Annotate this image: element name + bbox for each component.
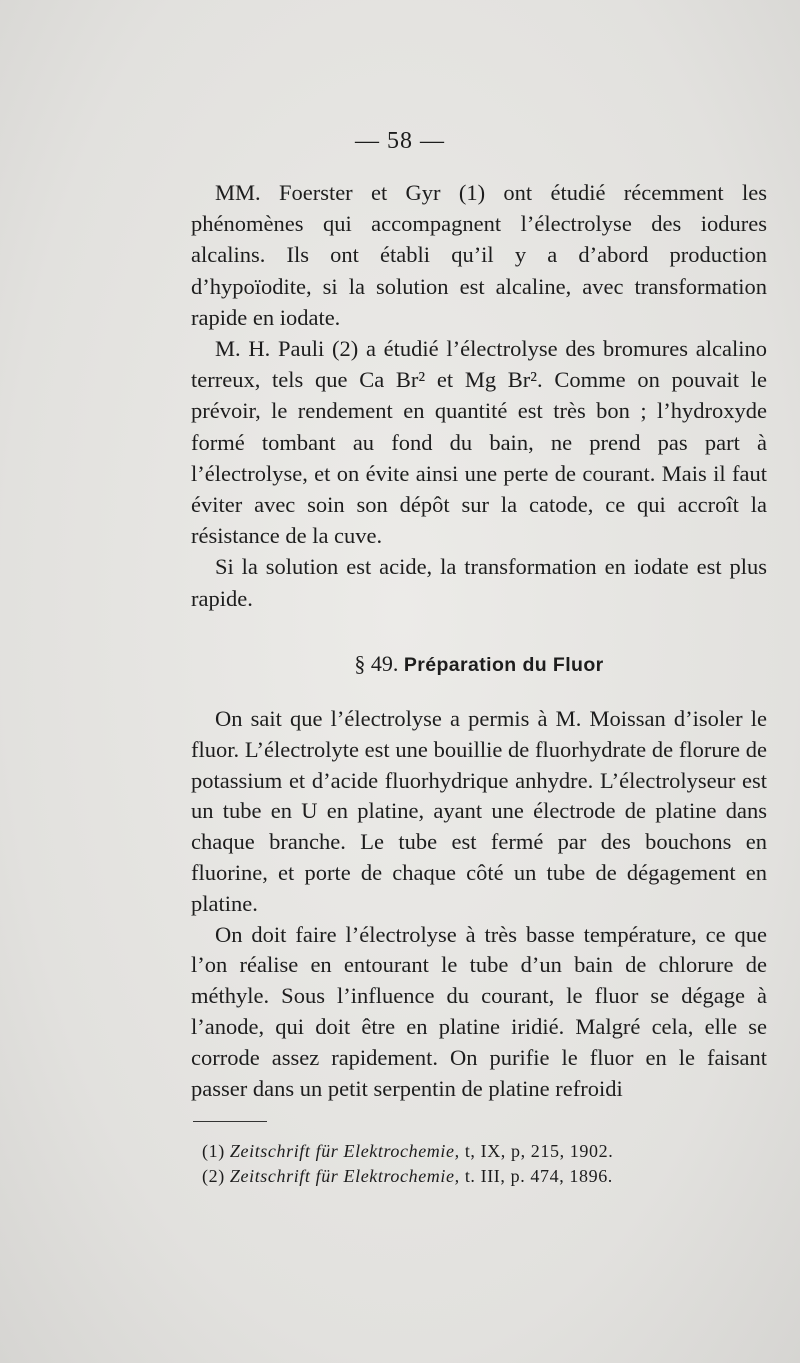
footnote-separator: [193, 1121, 267, 1122]
paragraph-moissan: On sait que l’électrolyse a permis à M. Moissan d’isoler le fluor. L’électrolyte est une bouillie de fluorhydrate de florure de potassium et d’acide fluorhydrique anhydre. L’électrolyseur est un tube en U en platine, ayant une électrode de platine dans chaque branche. Le tube est fermé par des bouchons en fluorine, et porte de chaque côté un tube de dégagement en platine.: [191, 706, 767, 916]
body-text-fluor: [191, 704, 767, 1104]
section-title: Préparation du Fluor: [403, 654, 604, 676]
paragraph-foerster-gyr: MM. Foerster et Gyr (1) ont étudié récemment les phénomènes qui accompagnent l’électrolyse des iodures alcalins. Ils ont établi qu’il y a d’abord production d’hypoïodite, si la solution est alcaline, avec transformation rapide en iodate.: [191, 180, 767, 330]
footnote-reference: t. III, p. 474, 1896.: [464, 1166, 613, 1186]
footnote-2: [202, 1164, 762, 1189]
page-number: — 58 —: [355, 128, 445, 154]
footnote-marker: (2): [202, 1166, 225, 1186]
paragraph-acid-solution: Si la solution est acide, la transformation en iodate est plus rapide.: [191, 554, 767, 611]
footnote-1: [202, 1139, 762, 1164]
footnote-reference: t, IX, p, 215, 1902.: [464, 1141, 614, 1161]
footnote-journal: Zeitschrift für Elektrochemie,: [229, 1141, 460, 1161]
footnote-journal: Zeitschrift für Elektrochemie,: [229, 1166, 460, 1186]
footnote-marker: (1): [202, 1141, 225, 1161]
paragraph-low-temperature: On doit faire l’électrolyse à très basse température, ce que l’on réalise en entourant le tube d’un bain de chlorure de méthyle. Sous l’influence du courant, le fluor se dégage à l’anode, qui doit être en platine iridié. Malgré cela, elle se corrode assez rapidement. On purifie le fluor en le faisant passer dans un petit serpentin de platine refroidi: [191, 921, 767, 1101]
body-text: [191, 177, 767, 614]
paragraph-pauli: M. H. Pauli (2) a étudié l’électrolyse des bromures alcalino terreux, tels que Ca Br² et Mg Br². Comme on pouvait le prévoir, le rendement en quantité est très bon ; l’hydroxyde formé tombant au fond du bain, ne prend pas part à l’électrolyse, et on évite ainsi une perte de courant. Mais il faut éviter avec soin son dépôt sur la catode, ce qui accroît la résistance de la cuve.: [191, 336, 767, 549]
section-heading: [191, 648, 767, 681]
section-number: § 49.: [354, 651, 399, 676]
footnotes: [202, 1139, 762, 1189]
